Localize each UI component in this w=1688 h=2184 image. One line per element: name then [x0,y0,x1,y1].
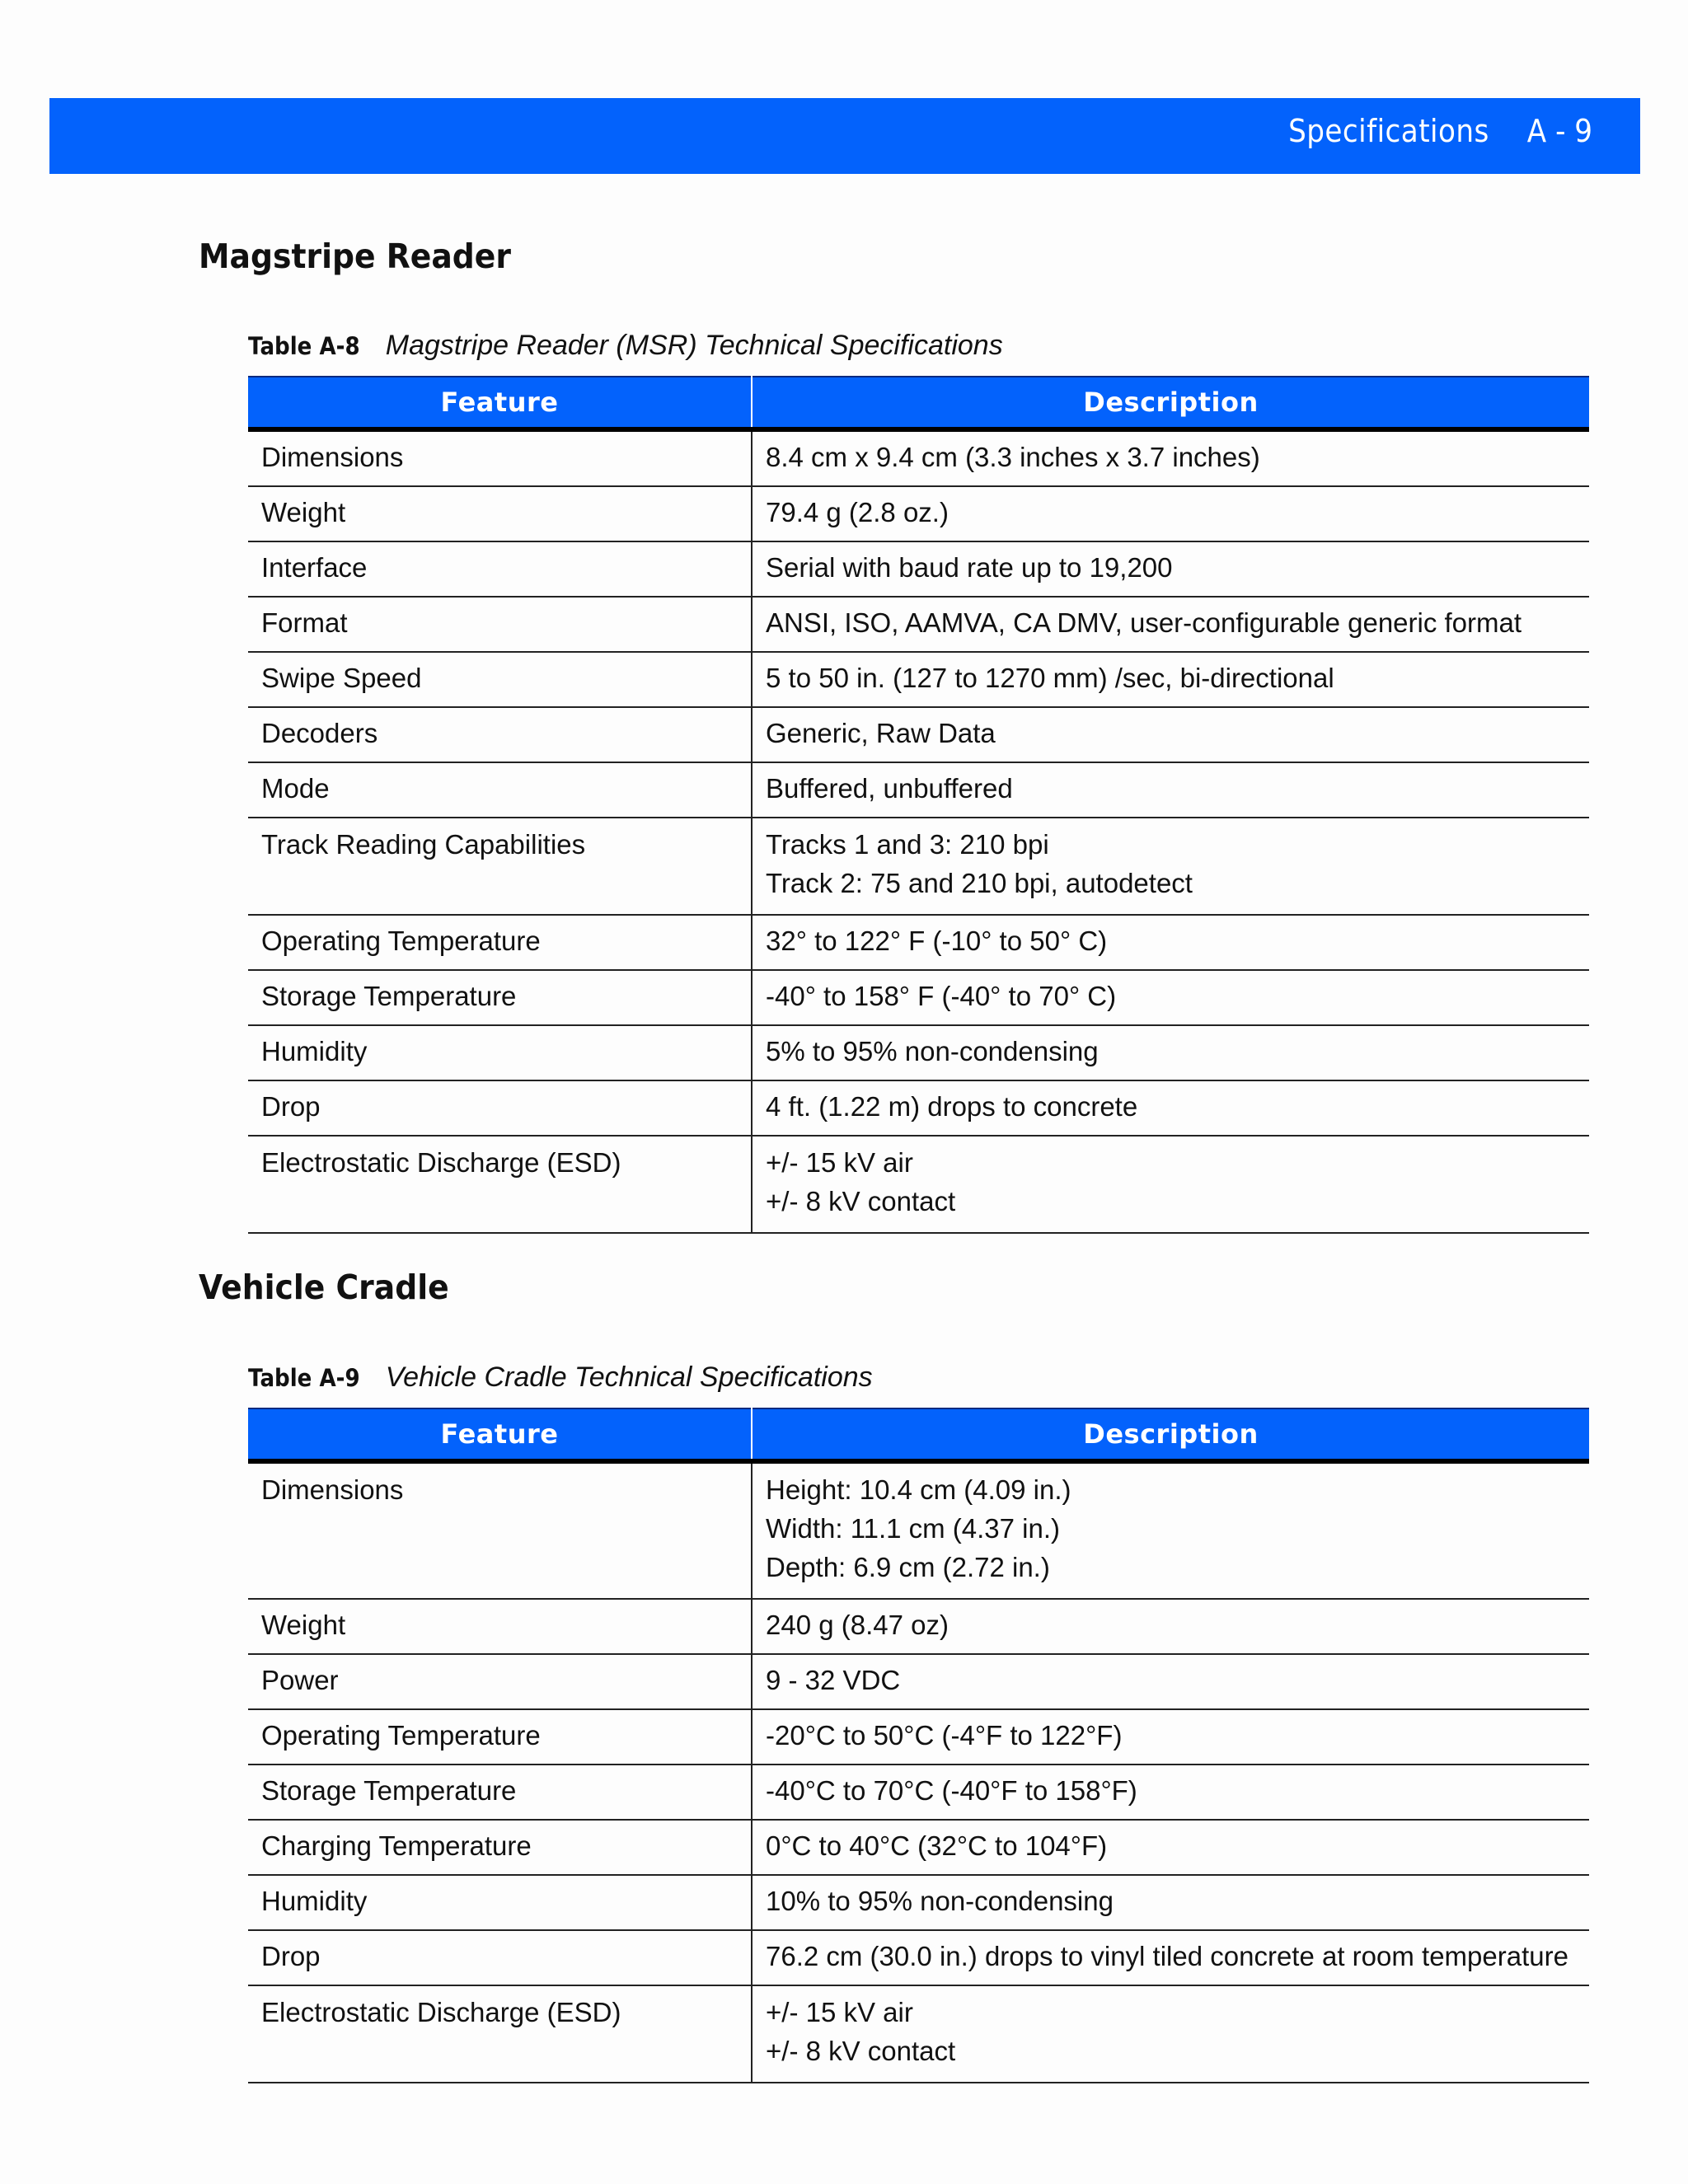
description-line: 9 - 32 VDC [766,1665,901,1695]
description-line: 5% to 95% non-condensing [766,1036,1099,1066]
description-line: -20°C to 50°C (-4°F to 122°F) [766,1720,1123,1750]
feature-label: Weight [261,497,346,527]
table-row [248,970,1589,1025]
feature-label: Swipe Speed [261,663,422,693]
description-line: +/- 15 kV air [766,1997,913,2027]
table-row [248,1820,1589,1875]
table-row [248,1765,1589,1820]
feature-cell [248,1461,752,1599]
table-number: Table A-8 [248,332,360,360]
description-line: ANSI, ISO, AAMVA, CA DMV, user-configurable generic format [766,607,1522,638]
feature-label: Drop [261,1091,321,1122]
feature-label: Mode [261,773,330,804]
description-cell [752,915,1589,970]
table-row [248,707,1589,762]
description-cell [752,762,1589,818]
magstripe-table-body [248,429,1589,1233]
description-line: Tracks 1 and 3: 210 bpi [766,829,1049,860]
table-row [248,1930,1589,1985]
table-title: Magstripe Reader (MSR) Technical Specifications [385,330,1003,361]
header-page-number: A - 9 [1526,113,1592,149]
description-cell [752,818,1589,915]
feature-cell [248,707,752,762]
feature-cell [248,1709,752,1765]
column-header-feature: Feature [248,1408,752,1461]
table-row [248,1461,1589,1599]
table-header-row [248,377,1589,429]
cradle-spec-table [248,1408,1589,2083]
description-line: 32° to 122° F (-10° to 50° C) [766,926,1108,956]
table-row [248,597,1589,652]
feature-label: Electrostatic Discharge (ESD) [261,1997,621,2027]
description-line: 4 ft. (1.22 m) drops to concrete [766,1091,1138,1122]
feature-cell [248,1875,752,1930]
feature-label: Storage Temperature [261,1775,517,1806]
feature-cell [248,652,752,707]
table-caption-cradle [248,1361,873,1394]
table-row [248,1080,1589,1136]
feature-cell [248,1820,752,1875]
feature-cell [248,1654,752,1709]
column-header-description: Description [752,377,1589,429]
feature-cell [248,915,752,970]
feature-cell [248,818,752,915]
description-line: +/- 8 kV contact [766,1186,956,1216]
feature-label: Track Reading Capabilities [261,829,586,860]
description-cell [752,1709,1589,1765]
table-row [248,1025,1589,1080]
magstripe-spec-table [248,376,1589,1234]
table-row [248,915,1589,970]
table-row [248,1654,1589,1709]
description-line: -40° to 158° F (-40° to 70° C) [766,981,1117,1011]
table-title: Vehicle Cradle Technical Specifications [385,1361,873,1393]
description-line: Height: 10.4 cm (4.09 in.) [766,1474,1071,1505]
feature-label: Format [261,607,348,638]
table-row [248,1136,1589,1233]
feature-cell [248,541,752,597]
feature-label: Decoders [261,718,378,748]
table-row [248,1709,1589,1765]
feature-label: Operating Temperature [261,926,541,956]
description-cell [752,1461,1589,1599]
feature-label: Weight [261,1610,346,1640]
column-header-description: Description [752,1408,1589,1461]
feature-label: Power [261,1665,339,1695]
feature-cell [248,1025,752,1080]
description-cell [752,1985,1589,2083]
table-caption-magstripe [248,330,1003,362]
feature-cell [248,1930,752,1985]
description-line: Generic, Raw Data [766,718,996,748]
description-cell [752,652,1589,707]
feature-cell [248,1765,752,1820]
cradle-table-body [248,1461,1589,2083]
description-line: -40°C to 70°C (-40°F to 158°F) [766,1775,1137,1806]
description-cell [752,597,1589,652]
feature-label: Electrostatic Discharge (ESD) [261,1147,621,1178]
feature-cell [248,486,752,541]
table-row [248,818,1589,915]
feature-cell [248,762,752,818]
feature-label: Storage Temperature [261,981,517,1011]
description-cell [752,1025,1589,1080]
feature-cell [248,970,752,1025]
feature-label: Drop [261,1941,321,1971]
description-cell [752,1930,1589,1985]
description-line: 240 g (8.47 oz) [766,1610,949,1640]
table-number: Table A-9 [248,1364,360,1392]
feature-cell [248,1985,752,2083]
section-title-magstripe: Magstripe Reader [199,237,511,276]
table-row [248,1875,1589,1930]
table-row [248,486,1589,541]
column-header-feature: Feature [248,377,752,429]
description-line: Buffered, unbuffered [766,773,1013,804]
description-line: Width: 11.1 cm (4.37 in.) [766,1513,1061,1544]
table-row [248,541,1589,597]
description-cell [752,707,1589,762]
description-cell [752,1820,1589,1875]
description-line: Track 2: 75 and 210 bpi, autodetect [766,868,1193,898]
description-cell [752,541,1589,597]
feature-label: Interface [261,552,368,583]
feature-label: Dimensions [261,1474,404,1505]
table-header-row [248,1408,1589,1461]
feature-cell [248,1599,752,1654]
page-header [49,98,1640,174]
feature-label: Operating Temperature [261,1720,541,1750]
header-section-title: Specifications [1288,113,1489,149]
section-title-vehicle-cradle: Vehicle Cradle [199,1268,449,1307]
description-cell [752,1765,1589,1820]
table-row [248,652,1589,707]
description-cell [752,1654,1589,1709]
description-line: 5 to 50 in. (127 to 1270 mm) /sec, bi-directional [766,663,1334,693]
description-line: 10% to 95% non-condensing [766,1886,1114,1916]
description-cell [752,1136,1589,1233]
table-row [248,1599,1589,1654]
feature-label: Dimensions [261,442,404,472]
description-line: 8.4 cm x 9.4 cm (3.3 inches x 3.7 inches) [766,442,1260,472]
description-line: 79.4 g (2.8 oz.) [766,497,949,527]
feature-label: Charging Temperature [261,1830,532,1861]
feature-cell [248,1136,752,1233]
description-cell [752,1599,1589,1654]
table-row [248,1985,1589,2083]
description-cell [752,486,1589,541]
description-line: +/- 8 kV contact [766,2036,956,2066]
feature-cell [248,429,752,486]
table-row [248,429,1589,486]
description-line: +/- 15 kV air [766,1147,913,1178]
description-cell [752,429,1589,486]
feature-label: Humidity [261,1886,368,1916]
description-cell [752,970,1589,1025]
description-cell [752,1080,1589,1136]
description-line: 76.2 cm (30.0 in.) drops to vinyl tiled concrete at room temperature [766,1941,1568,1971]
description-cell [752,1875,1589,1930]
feature-cell [248,1080,752,1136]
feature-cell [248,597,752,652]
description-line: Depth: 6.9 cm (2.72 in.) [766,1552,1050,1582]
feature-label: Humidity [261,1036,368,1066]
description-line: Serial with baud rate up to 19,200 [766,552,1173,583]
table-row [248,762,1589,818]
description-line: 0°C to 40°C (32°C to 104°F) [766,1830,1108,1861]
